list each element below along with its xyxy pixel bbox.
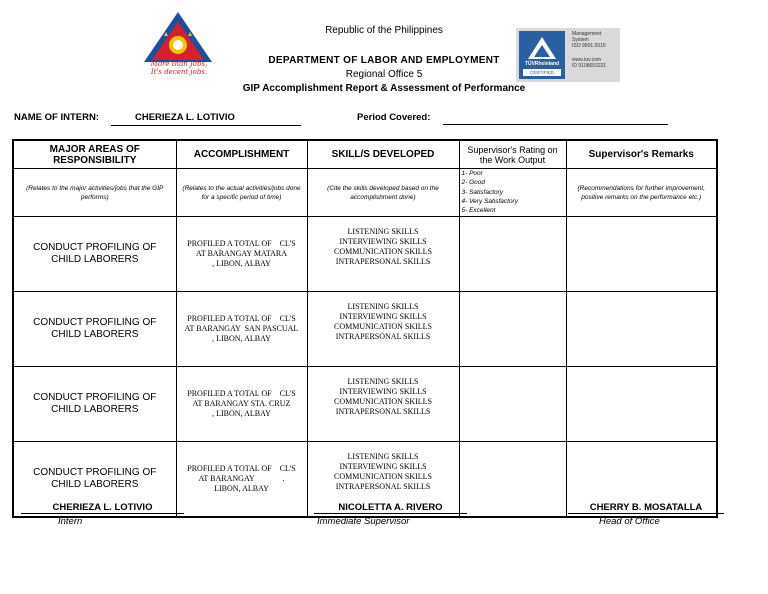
rating-legend-2: 2- Good: [461, 179, 485, 187]
header-areas: MAJOR AREAS OF RESPONSIBILITY: [13, 140, 176, 169]
header-accomplishment: ACCOMPLISHMENT: [176, 140, 307, 169]
rating-legend-5: 5- Excellent: [461, 207, 496, 215]
cert-text-2: System: [572, 37, 589, 43]
table-row: [13, 217, 717, 292]
rating-legend-3: 3- Satisfactory: [461, 188, 504, 196]
intern-signature-role: Intern: [58, 516, 83, 527]
skills-cell: LISTENING SKILLS INTERVIEWING SKILLS COMMUNICATION SKILLS INTRAPERSONAL SKILLS: [307, 442, 459, 518]
intern-signature-name: CHERIEZA L. LOTIVIO: [21, 502, 184, 514]
area-cell: CONDUCT PROFILING OF CHILD LABORERS: [13, 292, 176, 367]
accomplishment-cell: PROFILED A TOTAL OF CL'S AT BARANGAY SAN PASCUAL , LIBON, ALBAY: [176, 292, 307, 367]
skills-cell: LISTENING SKILLS INTERVIEWING SKILLS COMMUNICATION SKILLS INTRAPERSONAL SKILLS: [307, 367, 459, 442]
intern-name-value: CHERIEZA L. LOTIVIO: [111, 112, 301, 126]
subheader-accomplishment: (Relates to the actual activities/jobs done for a specific period of time): [176, 169, 307, 217]
rating-cell[interactable]: [459, 217, 566, 292]
cert-text-3: ISO 9001:2015: [572, 43, 606, 49]
table-row: [13, 367, 717, 442]
accomplishment-table: [12, 139, 718, 518]
area-cell: CONDUCT PROFILING OF CHILD LABORERS: [13, 217, 176, 292]
republic-heading: Republic of the Philippines: [325, 25, 443, 36]
area-cell: CONDUCT PROFILING OF CHILD LABORERS: [13, 442, 176, 518]
header-remarks: Supervisor's Remarks: [566, 140, 717, 169]
rating-legend: [459, 169, 566, 217]
cert-text-5: ID 9108653221: [572, 63, 607, 69]
region-heading: Regional Office 5: [345, 69, 423, 80]
subheader-skills: (Cite the skills developed based on the accomplishment done): [307, 169, 459, 217]
cert-text-1: Management: [572, 31, 602, 37]
rating-cell[interactable]: [459, 442, 566, 518]
header-rating: Supervisor's Rating on the Work Output: [459, 140, 566, 169]
supervisor-signature-name: NICOLETTA A. RIVERO: [314, 502, 467, 514]
department-heading: DEPARTMENT OF LABOR AND EMPLOYMENT: [268, 55, 500, 66]
report-title: GIP Accomplishment Report & Assessment of Performance: [242, 83, 526, 94]
area-cell: CONDUCT PROFILING OF CHILD LABORERS: [13, 367, 176, 442]
table-header-row: [13, 140, 717, 169]
rating-legend-1: 1- Poor: [461, 170, 483, 177]
header-skills: SKILL/S DEVELOPED: [307, 140, 459, 169]
supervisor-signature-role: Immediate Supervisor: [317, 516, 410, 527]
head-signature-name: CHERRY B. MOSATALLA: [568, 502, 724, 514]
subheader-areas: (Relates to the major activities/jobs that the GIP performs): [13, 169, 176, 217]
remarks-cell[interactable]: [566, 367, 717, 442]
table-subheader-row: [13, 169, 717, 217]
rating-legend-4: 4- Very Satisfactory: [461, 197, 518, 205]
accomplishment-cell: PROFILED A TOTAL OF CL'S AT BARANGAY . LIBON, ALBAY: [176, 442, 307, 518]
period-covered-label: Period Covered:: [357, 112, 431, 123]
rating-cell[interactable]: [459, 292, 566, 367]
skills-cell: LISTENING SKILLS INTERVIEWING SKILLS COMMUNICATION SKILLS INTRAPERSONAL SKILLS: [307, 217, 459, 292]
tuv-brand: TÜVRheinland: [524, 61, 560, 67]
intern-name-label: NAME OF INTERN:: [14, 112, 99, 123]
table-row: [13, 292, 717, 367]
logo-tagline-line2: It's decent jobs.: [150, 68, 208, 76]
cert-text-4: www.tuv.com: [572, 57, 602, 63]
period-covered-field: [443, 124, 668, 125]
logo-tagline-line1: More than Jobs,: [150, 60, 208, 68]
rating-cell[interactable]: [459, 367, 566, 442]
remarks-cell[interactable]: [566, 217, 717, 292]
accomplishment-cell: PROFILED A TOTAL OF CL'S AT BARANGAY STA. CRUZ , LIBON, ALBAY: [176, 367, 307, 442]
subheader-remarks: (Recommendations for further improvement, positive remarks on the performance etc.): [566, 169, 717, 217]
accomplishment-cell: PROFILED A TOTAL OF CL'S AT BARANGAY MATARA , LIBON, ALBAY: [176, 217, 307, 292]
skills-cell: LISTENING SKILLS INTERVIEWING SKILLS COMMUNICATION SKILLS INTRAPERSONAL SKILLS: [307, 292, 459, 367]
remarks-cell[interactable]: [566, 292, 717, 367]
head-signature-role: Head of Office: [599, 516, 660, 527]
certified-label: CERTIFIED: [523, 69, 561, 76]
